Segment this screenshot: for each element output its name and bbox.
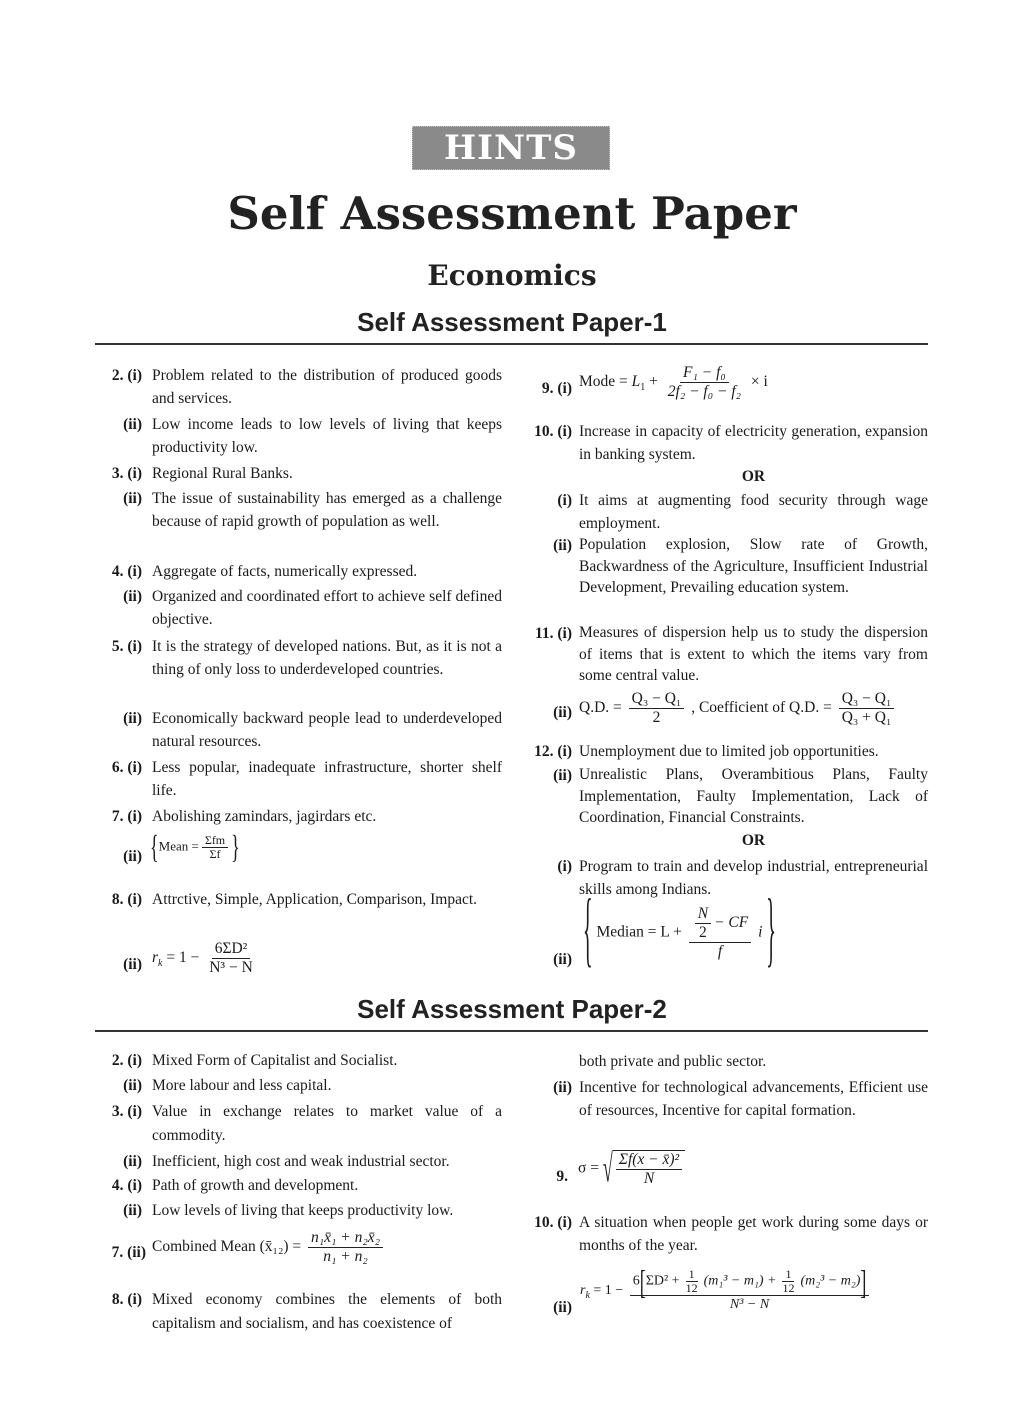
item-text: Inefficient, high cost and weak industrial sector. <box>152 1153 450 1170</box>
p2-q9-formula <box>578 1145 685 1190</box>
fraction-numerator: 6ΣD² <box>212 940 251 959</box>
fraction-denominator: 2 <box>652 709 661 726</box>
paper-1-rule <box>95 343 928 345</box>
fraction <box>308 1229 383 1266</box>
or-label: OR <box>741 468 766 485</box>
fraction-denominator: Σf <box>209 847 221 861</box>
item-number: 4. (i) <box>111 1177 142 1194</box>
fraction <box>616 1151 682 1188</box>
fraction <box>695 905 711 942</box>
fraction-numerator: Q₃ − Q₁ <box>839 690 895 709</box>
page-title: Self Assessment Paper <box>227 187 797 240</box>
item-number: 6. (i) <box>111 759 142 776</box>
p1-q8-ii-formula <box>152 940 259 977</box>
formula-term: ΣD² + <box>645 1273 680 1289</box>
item-text: Economically backward people lead to underdeveloped natural resources. <box>152 710 502 750</box>
formula-var: L <box>631 373 641 391</box>
item-text: Less popular, inadequate infrastructure, shorter shelf life. <box>152 759 502 799</box>
item-number: 9. <box>556 1168 568 1185</box>
square-root <box>602 1145 685 1190</box>
item-text: Low income leads to low levels of living that keeps productivity low. <box>152 416 502 456</box>
fraction-denominator: 2 <box>699 924 707 941</box>
item-text: Mixed economy combines the elements of both capitalism and socialism, and has coexistence of <box>152 1291 502 1332</box>
item-text: Program to train and develop industrial, entrepreneurial skills among Indians. <box>579 858 928 898</box>
formula-tail: × i <box>750 373 768 391</box>
fraction-denominator: f <box>717 943 723 960</box>
formula-coef: 6 <box>632 1273 640 1289</box>
p2-q7-ii-formula <box>152 1229 386 1266</box>
item-text: Incentive for technological advancements, Efficient use of resources, Incentive for capital formation. <box>579 1079 928 1119</box>
fraction <box>206 940 256 977</box>
item-text: Problem related to the distribution of produced goods and services. <box>152 367 502 407</box>
fraction-numerator: 1 <box>782 1268 794 1282</box>
item-text: Abolishing zamindars, jagirdars etc. <box>152 808 377 825</box>
item-number: 3. (i) <box>111 465 142 482</box>
fraction <box>629 690 685 727</box>
formula-tail: i <box>758 923 763 941</box>
paper-1-heading: Self Assessment Paper-1 <box>357 307 667 337</box>
fraction-numerator: Q₃ − Q₁ <box>629 690 685 709</box>
fraction-numerator: Σfm <box>202 834 228 848</box>
formula-lhs: Mode = <box>579 373 632 391</box>
item-number: 5. (i) <box>111 638 142 655</box>
item-text: A situation when people get work during some days or months of the year. <box>579 1214 928 1254</box>
item-number: (ii) <box>123 848 142 865</box>
item-text: Unemployment due to limited job opportunities. <box>579 743 879 760</box>
item-number: 10. (i) <box>534 1214 572 1231</box>
paper-2-heading: Self Assessment Paper-2 <box>357 994 667 1024</box>
item-text: Path of growth and development. <box>152 1177 359 1194</box>
p1-q7-ii-formula <box>150 828 240 865</box>
fraction-denominator: N³ − N <box>729 1297 770 1312</box>
item-number: (ii) <box>123 1153 142 1170</box>
or-label: OR <box>741 832 766 849</box>
item-text: It aims at augmenting food security through wage employment. <box>579 492 928 532</box>
left-brace: { <box>150 828 159 865</box>
item-number: 7. (i) <box>111 808 142 825</box>
right-bracket: ] <box>860 1262 867 1301</box>
item-text: Regional Rural Banks. <box>152 465 293 482</box>
p2-q10-ii-formula <box>580 1262 872 1314</box>
item-text: Value in exchange relates to market value of a commodity. <box>152 1103 502 1144</box>
fraction-numerator: N <box>695 905 711 924</box>
fraction <box>683 1268 701 1295</box>
paper-2-rule <box>95 1030 928 1032</box>
formula-lhs: σ = <box>578 1159 599 1177</box>
fraction-numerator: F₁ − f₀ <box>680 364 729 383</box>
item-number: 10. (i) <box>534 423 572 440</box>
fraction <box>202 834 228 861</box>
item-number: (ii) <box>123 956 142 973</box>
p1-q12-or-ii-formula <box>583 884 776 978</box>
formula-term: (m₂³ − m₂) <box>800 1273 861 1289</box>
item-text: Increase in capacity of electricity generation, expansion in banking system. <box>579 423 928 463</box>
fraction-numerator <box>630 1262 870 1301</box>
item-number: (ii) <box>553 537 572 554</box>
item-number: 3. (i) <box>111 1103 142 1120</box>
item-text: Low levels of living that keeps productivity low. <box>152 1202 454 1219</box>
right-brace: } <box>766 884 776 978</box>
formula-lhs: Q.D. = <box>579 699 622 717</box>
item-number: (ii) <box>123 1077 142 1094</box>
fraction-denominator: N <box>643 1170 655 1187</box>
item-number: (i) <box>557 492 572 509</box>
item-number: (ii) <box>123 490 142 507</box>
fraction <box>779 1268 797 1295</box>
fraction <box>630 1262 870 1314</box>
fraction-numerator <box>689 905 752 943</box>
fraction <box>665 364 744 401</box>
fraction-numerator: n₁x̄₁ + n₂x̄₂ <box>308 1229 383 1248</box>
formula-sub: k <box>585 1290 590 1302</box>
fraction-denominator: Q₃ + Q₁ <box>841 709 892 726</box>
item-number: 12. (i) <box>534 743 572 760</box>
item-text: Population explosion, Slow rate of Growth, Backwardness of the Agriculture, Insufficient Industrial Development, Prevailing education system. <box>579 536 928 596</box>
fraction-denominator: 12 <box>685 1281 698 1295</box>
item-number: (ii) <box>123 416 142 433</box>
hints-badge: HINTS <box>412 126 610 170</box>
fraction <box>839 690 895 727</box>
item-number: (ii) <box>553 1299 572 1316</box>
item-text: It is the strategy of developed nations. But, as it is not a thing of only loss to underdeveloped countries. <box>152 638 502 678</box>
item-number: 2. (i) <box>111 1052 142 1069</box>
item-number: (ii) <box>553 1079 572 1096</box>
fraction-denominator: 2f₂ − f₀ − f₂ <box>667 383 742 400</box>
left-bracket: [ <box>639 1262 646 1301</box>
item-text: The issue of sustainability has emerged as a challenge because of rapid growth of population as well. <box>152 490 502 530</box>
formula-term: (m₁³ − m₁) + <box>703 1273 777 1289</box>
radicand <box>613 1150 685 1188</box>
item-text: Attrctive, Simple, Application, Comparison, Impact. <box>152 891 478 908</box>
item-number: (ii) <box>553 704 572 721</box>
item-number: (ii) <box>123 710 142 727</box>
item-number: 11. (i) <box>534 625 572 642</box>
fraction-denominator: 12 <box>782 1281 795 1295</box>
p1-q9-i-formula <box>579 364 768 401</box>
right-brace: } <box>231 828 240 865</box>
formula-lhs: Median = L + <box>596 923 682 941</box>
formula-eq: = 1 − <box>593 1283 624 1299</box>
item-number: (i) <box>557 858 572 875</box>
item-number: 7. (ii) <box>111 1244 146 1261</box>
formula-mid: , Coefficient of Q.D. = <box>691 699 832 717</box>
fraction-numerator: Σf(x − x̄)² <box>616 1151 682 1170</box>
item-number: 9. (i) <box>541 380 572 397</box>
formula-var: r <box>580 1283 586 1299</box>
formula-term: − CF <box>714 914 749 932</box>
item-number: (ii) <box>553 951 572 968</box>
item-number: (ii) <box>553 767 572 784</box>
formula-eq: = 1 − <box>166 949 200 967</box>
formula-lhs: Combined Mean (x̄₁₂) = <box>152 1238 302 1256</box>
item-number: (ii) <box>123 588 142 605</box>
item-text: Measures of dispersion help us to study the dispersion of items that is extent to which the items vary from some central value. <box>579 624 928 684</box>
item-number: 2. (i) <box>111 367 142 384</box>
formula-var: r <box>152 949 159 967</box>
radical-sign: √ <box>602 1145 613 1190</box>
subject-heading: Economics <box>427 259 597 292</box>
item-text: Unrealistic Plans, Overambitious Plans, Faulty Implementation, Faulty Implementation, Lack of Coordination, Financial Constraints. <box>579 766 928 826</box>
item-number: 8. (i) <box>111 891 142 908</box>
fraction-denominator: N³ − N <box>209 959 253 976</box>
item-text: Mixed Form of Capitalist and Socialist. <box>152 1052 398 1069</box>
fraction-numerator: 1 <box>686 1268 698 1282</box>
p1-q11-ii-formula <box>579 690 897 727</box>
fraction <box>689 905 752 961</box>
item-text: Aggregate of facts, numerically expressed. <box>152 563 418 580</box>
item-text: More labour and less capital. <box>152 1077 332 1094</box>
formula-op: + <box>649 373 658 391</box>
fraction-denominator: n₁ + n₂ <box>323 1248 368 1265</box>
item-text: both private and public sector. <box>579 1053 767 1070</box>
item-text: Organized and coordinated effort to achieve self defined objective. <box>152 588 502 628</box>
formula-sub: 1 <box>640 382 646 394</box>
formula-lhs: Mean = <box>158 838 199 854</box>
item-number: 4. (i) <box>111 563 142 580</box>
item-number: (ii) <box>123 1202 142 1219</box>
left-brace: { <box>583 884 593 978</box>
item-number: 8. (i) <box>111 1291 142 1308</box>
formula-sub: k <box>158 958 163 970</box>
